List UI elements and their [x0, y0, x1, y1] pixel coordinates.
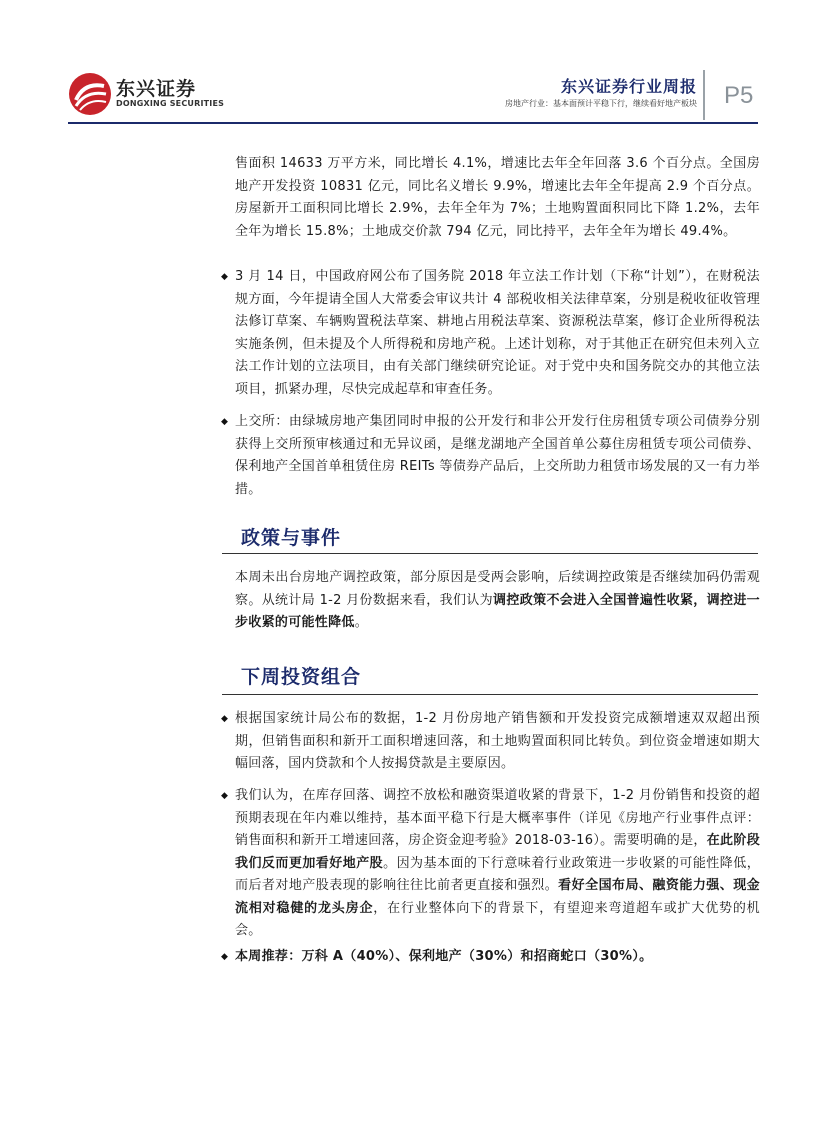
report-title: 东兴证券行业周报 [560, 77, 697, 96]
company-logo [68, 72, 225, 118]
outlook-text-a: 我们认为，在库存回落、调控不放松和融资渠道收紧的背景下，1-2 月份销售和投资的超预期表现在年内难以维持，基本面平稳下行是大概率事件（详见《房地产行业事件点评：销售面积和新开工增速回落，房企资金迎考验》2018-03-16）。需要明确的是， [235, 788, 760, 848]
section-rule [222, 694, 758, 695]
bullet-stats-data: 根据国家统计局公布的数据，1-2 月份房地产销售额和开发投资完成额增速双双超出预期，但销售面积和新开工面积增速回落，和土地购置面积同比转负。到位资金增速如期大幅回落，国内贷款和个人按揭贷款是主要原因。 [235, 711, 760, 771]
policy-text-end: 。 [354, 615, 369, 630]
bullet-diamond-icon: ◆ [221, 272, 228, 282]
bullet-legislation: 3 月 14 日，中国政府网公布了国务院 2018 年立法工作计划（下称“计划”），在财税法规方面，今年提请全国人大常委会审议共计 4 部税收相关法律草案，分别是税收征收管理法修订草案、车辆购置税法草案、耕地占用税法草案、资源税法草案，修订企业所得税法实施条例，但未提及个人所得税和房地产税。上述计划称，对于其他正在研究但未列入立法工作计划的立法项目，由有关部门继续研究论证。对于党中央和国务院交办的其他立法项目，抓紧办理，尽快完成起草和审查任务。 [235, 269, 760, 397]
page-number: P5 [724, 82, 754, 109]
outlook-text-c: ，在行业整体向下的背景下，有望迎来弯道超车或扩大优势的机会。 [235, 900, 760, 938]
outlook-emphasis-b: 看好全国布局、融资能力强、现金流相对稳健的龙头房企 [235, 878, 760, 916]
bullet-sse-bond: 上交所：由绿城房地产集团同时申报的公开发行和非公开发行住房租赁专项公司债券分别获得上交所预审核通过和无异议函，是继龙湖地产全国首单公募住房租赁专项公司债券、保利地产全国首单租赁住房 REITs 等债券产品后，上交所助力租赁市场发展的又一有力举措。 [235, 414, 760, 497]
bullet-diamond-icon: ◆ [221, 952, 228, 962]
section-title-policy: 政策与事件 [241, 527, 342, 549]
intro-paragraph: 售面积 14633 万平方米，同比增长 4.1%，增速比去年全年回落 3.6 个百分点。全国房地产开发投资 10831 亿元，同比名义增长 9.9%，增速比去年全年提高 2.9 个百分点。房屋新开工面积同比增长 2.9%，去年全年为 7%；土地购置面积同比下降 1.2%，去年全年为增长 15.8%；土地成交价款 794 亿元，同比持平，去年全年为增长 49.4%。 [235, 156, 760, 239]
outlook-text-b: 。因为基本面的下行意味着行业政策进一步收紧的可能性降低，而后者对地产股表现的影响往往比前者更直接和强烈。 [235, 855, 760, 893]
logo-chinese-name: 东兴证券 [116, 78, 197, 100]
section-title-portfolio: 下周投资组合 [241, 666, 362, 688]
dongxing-logo-icon [68, 72, 112, 116]
bullet-recommendation: 本周推荐：万科 A（40%）、保利地产（30%）和招商蛇口（30%）。 [235, 949, 653, 964]
page-header [0, 0, 827, 128]
policy-paragraph [235, 567, 760, 635]
report-subtitle: 房地产行业：基本面预计平稳下行，继续看好地产板块 [505, 99, 697, 108]
policy-emphasis: 调控政策不会进入全国普遍性收紧，调控进一步收紧的可能性降低 [235, 592, 760, 630]
bullet-diamond-icon: ◆ [221, 417, 228, 427]
bullet-diamond-icon: ◆ [221, 714, 228, 724]
bullet-outlook [235, 785, 760, 943]
bullet-diamond-icon: ◆ [221, 791, 228, 801]
policy-text: 本周未出台房地产调控政策，部分原因是受两会影响，后续调控政策是否继续加码仍需观察。从统计局 1-2 月份数据来看，我们认为 [235, 570, 760, 608]
outlook-emphasis-a: 在此阶段我们反而更加看好地产股 [235, 833, 760, 871]
logo-english-name: DONGXING SECURITIES [116, 99, 225, 108]
header-divider [703, 70, 705, 120]
header-rule [68, 122, 758, 124]
section-rule [222, 553, 758, 554]
